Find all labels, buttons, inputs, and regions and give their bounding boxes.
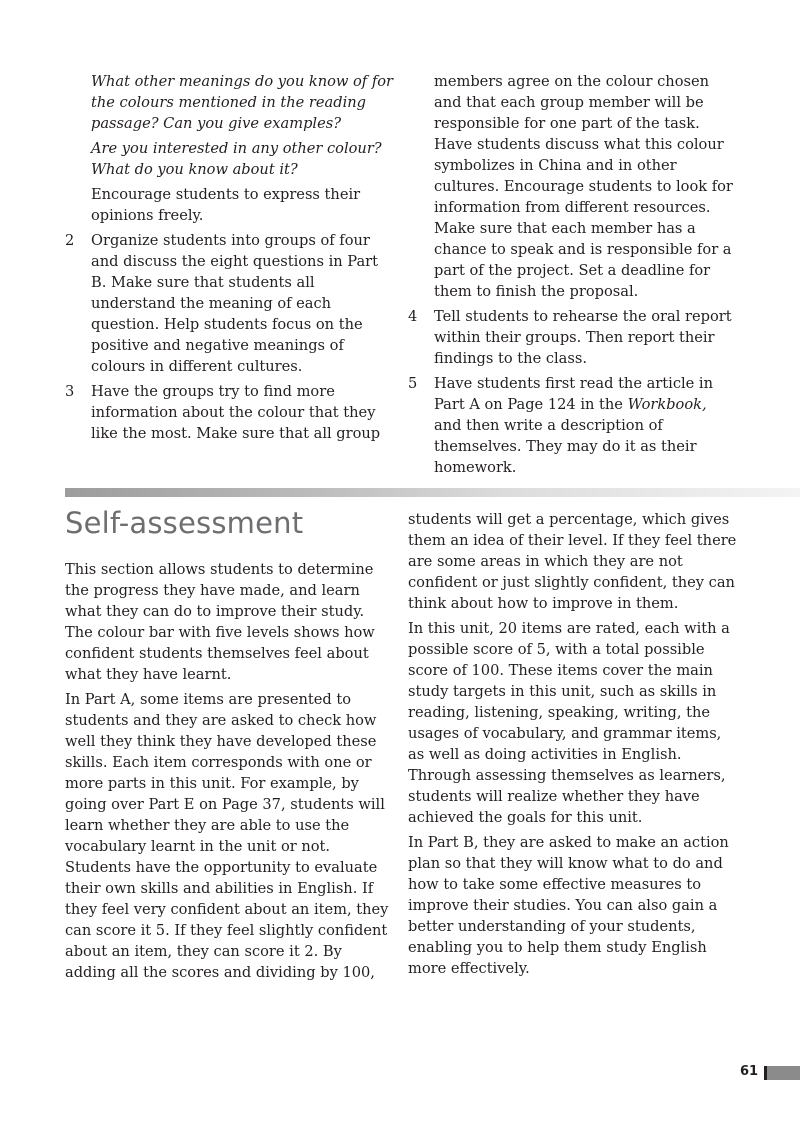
page-number-bar bbox=[764, 1066, 800, 1080]
list-number: 3 bbox=[65, 383, 75, 400]
page-number: 61 bbox=[740, 1064, 759, 1079]
self-assessment-left-column bbox=[65, 559, 395, 983]
paragraph: This section allows students to determine the progress they have made, and learn what they can do to improve their study. The colour bar with five levels shows how confident students themselves feel about what they have learnt. bbox=[65, 561, 375, 683]
list-text bbox=[434, 373, 738, 478]
self-assessment-right-column bbox=[408, 509, 738, 979]
section-title: Self-assessment bbox=[65, 506, 304, 540]
list-number: 5 bbox=[408, 375, 418, 392]
list-number: 4 bbox=[408, 308, 418, 325]
list-item-3 bbox=[65, 381, 395, 444]
list-text: Tell students to rehearse the oral report within their groups. Then report their findings to the class. bbox=[434, 308, 732, 367]
list-number: 2 bbox=[65, 232, 75, 249]
paragraph: students will get a percentage, which gives them an idea of their level. If they feel there are some areas in which they are not confident or just slightly confident, they can think about how to improve in them. bbox=[408, 511, 737, 612]
discussion-question-1: What other meanings do you know of for the colours mentioned in the reading passage? Can you give examples? bbox=[91, 73, 394, 132]
list-item-2 bbox=[65, 230, 395, 377]
encourage-text: Encourage students to express their opinions freely. bbox=[91, 186, 361, 224]
list-text: Have the groups try to find more information about the colour that they like the most. Make sure that all group bbox=[91, 383, 381, 442]
top-left-column bbox=[65, 71, 395, 444]
list-text: Organize students into groups of four and discuss the eight questions in Part B. Make sure that students all understand the meaning of each question. Help students focus on the positive and negative meanings of colours in different cultures. bbox=[91, 232, 378, 375]
list-text-part: and then write a description of themselves. They may do it as their homework. bbox=[434, 417, 697, 476]
list-item-4 bbox=[408, 306, 738, 369]
list-item-3-continued: members agree on the colour chosen and that each group member will be responsible for one part of the task. Have students discuss what this colour symbolizes in China and in other cultures. Encourage students to look for information from different resources. Make sure that each member has a chance to speak and is responsible for a part of the project. Set a deadline for them to finish the proposal. bbox=[434, 73, 733, 300]
paragraph: In Part B, they are asked to make an action plan so that they will know what to do and how to take some effective measures to improve their studies. You can also gain a better understanding of your students, enabling you to help them study English more effectively. bbox=[408, 834, 729, 977]
list-text-part: Have students first read the article in Part A on Page 124 in the bbox=[434, 375, 713, 413]
discussion-question-2: Are you interested in any other colour? What do you know about it? bbox=[91, 140, 382, 178]
section-divider bbox=[65, 488, 800, 497]
workbook-title: Workbook, bbox=[627, 396, 707, 413]
top-right-column bbox=[408, 71, 738, 478]
list-item-5 bbox=[408, 373, 738, 478]
paragraph: In this unit, 20 items are rated, each with a possible score of 5, with a total possible score of 100. These items cover the main study targets in this unit, such as skills in reading, listening, speaking, writing, the usages of vocabulary, and grammar items, as well as doing activities in English. Through assessing themselves as learners, students will realize whether they have achieved the goals for this unit. bbox=[408, 620, 730, 826]
paragraph: In Part A, some items are presented to students and they are asked to check how well they think they have developed these skills. Each item corresponds with one or more parts in this unit. For example, by going over Part E on Page 37, students will learn whether they are able to use the vocabulary learnt in the unit or not. Students have the opportunity to evaluate their own skills and abilities in English. If they feel very confident about an item, they can score it 5. If they feel slightly confident about an item, they can score it 2. By adding all the scores and dividing by 100, bbox=[65, 691, 389, 981]
